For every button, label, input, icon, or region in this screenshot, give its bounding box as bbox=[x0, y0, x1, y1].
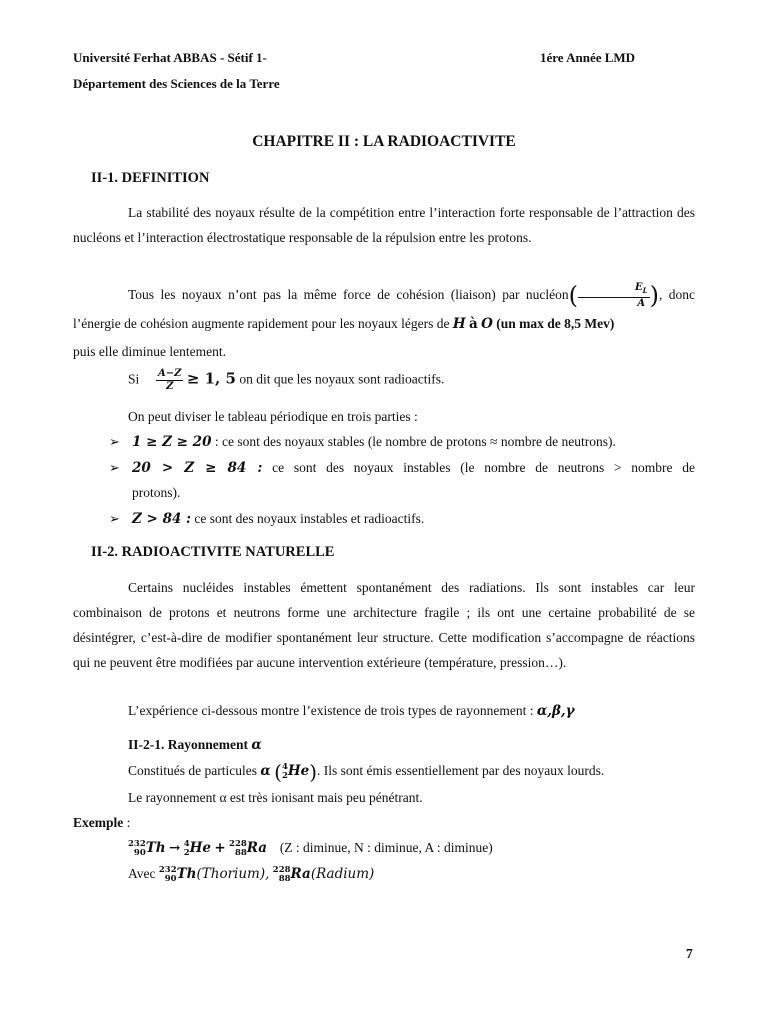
condition-text: on dit que les noyaux sont radioactifs. bbox=[239, 371, 445, 387]
fraction-denominator: A bbox=[637, 297, 646, 309]
bullet-unstable bbox=[132, 460, 695, 476]
fraction-numerator-sub: L bbox=[642, 285, 648, 295]
bullet-radioactive-text: ce sont des noyaux instables et radioactifs. bbox=[191, 511, 425, 526]
helium-mass: 4 bbox=[183, 839, 190, 849]
radium-name: (Radium) bbox=[310, 866, 375, 883]
helium-symbol: He bbox=[287, 763, 310, 780]
radioactivity-condition bbox=[128, 368, 444, 393]
bullet-unstable-math: 20 > Z ≥ 84 : bbox=[132, 460, 263, 476]
cohesion-text-c: puis elle diminue lentement. bbox=[73, 344, 226, 359]
helium-z: 2 bbox=[183, 848, 190, 858]
section-title-natural-radioactivity: II-2. RADIOACTIVITE NATURELLE bbox=[91, 544, 335, 560]
radium-mass: 228 bbox=[272, 865, 291, 875]
condition-denominator: Z bbox=[166, 381, 174, 392]
paren-open: ( bbox=[568, 281, 579, 310]
word-avec: Avec bbox=[128, 866, 156, 882]
bullet-arrow-icon: ➢ bbox=[109, 461, 120, 476]
word-si: Si bbox=[128, 371, 140, 387]
helium-nuclide bbox=[282, 763, 309, 781]
radiation-types-math: α,β,γ bbox=[536, 703, 575, 719]
page-number: 7 bbox=[686, 946, 693, 961]
radium-mass: 228 bbox=[229, 839, 247, 849]
helium-mass: 4 bbox=[281, 762, 288, 772]
paren-open: ( bbox=[274, 760, 282, 784]
bullet-unstable-text-cont: protons). bbox=[132, 485, 181, 500]
alpha-ionisation: Le rayonnement α est très ionisant mais peu pénétrant. bbox=[128, 790, 423, 805]
thorium-nuclide bbox=[159, 866, 197, 884]
paragraph-stability: La stabilité des noyaux résulte de la compétition entre l’interaction forte responsable de l’attraction des nucléons et l’interaction électrostatique responsable de la répulsion entre les protons. bbox=[73, 205, 695, 245]
bullet-radioactive bbox=[132, 511, 424, 527]
example-label-text: Exemple bbox=[73, 815, 124, 830]
nuclide-names bbox=[128, 866, 374, 884]
paren-close: ) bbox=[309, 760, 318, 784]
thorium-name: (Thorium), bbox=[196, 866, 270, 883]
thorium-symbol: Th bbox=[145, 840, 166, 857]
plus-sign: + bbox=[214, 840, 226, 857]
helium-z: 2 bbox=[281, 771, 288, 781]
helium-symbol: He bbox=[189, 840, 211, 857]
decay-equation bbox=[128, 840, 493, 858]
alpha-constitution bbox=[128, 760, 604, 784]
thorium-mass: 232 bbox=[158, 865, 177, 875]
paren-close: ) bbox=[649, 281, 659, 310]
thorium-mass: 232 bbox=[128, 839, 146, 849]
bullet-stable-math: 1 ≥ Z ≥ 20 bbox=[132, 434, 212, 450]
alpha-symbol: α bbox=[260, 763, 271, 780]
word-a: à bbox=[469, 315, 478, 332]
bullet-stable-text: : ce sont des noyaux stables (le nombre de protons ≈ nombre de neutrons). bbox=[211, 434, 616, 449]
paragraph-nuclides: Certains nucléides instables émettent spontanément des radiations. Ils sont instables car leur combinaison de protons et neutrons forme une architecture fragile ; ils ont une certaine probabilité de se désintégrer, c’est-à-dire de modifier spontanément leur structure. Cette modification s’accompagne de réactions qui ne peuvent être modifiées par aucune intervention extérieure (température, pression…). bbox=[73, 580, 695, 670]
thorium-z: 90 bbox=[133, 848, 146, 858]
subsection-title-alpha-symbol: α bbox=[251, 737, 262, 753]
bullet-radioactive-math: Z > 84 : bbox=[132, 511, 192, 527]
decay-note: (Z : diminue, N : diminue, A : diminue) bbox=[279, 840, 493, 856]
condition-relation: ≥ 1, 5 bbox=[186, 369, 236, 388]
subsection-title-alpha bbox=[128, 737, 262, 753]
radiation-types bbox=[128, 703, 575, 719]
binding-energy-fraction bbox=[578, 282, 650, 310]
arrow-icon: → bbox=[169, 840, 181, 857]
condition-fraction bbox=[156, 368, 183, 393]
max-energy: (un max de 8,5 Mev) bbox=[496, 315, 615, 331]
radium-nuclide bbox=[273, 866, 311, 884]
bullet-arrow-icon: ➢ bbox=[109, 435, 120, 450]
cohesion-text-b: , donc l’énergie de cohésion augmente rapidement pour les noyaux légers de bbox=[73, 287, 695, 331]
thorium-symbol: Th bbox=[176, 866, 197, 883]
bullet-arrow-icon: ➢ bbox=[109, 512, 120, 527]
thorium-z: 90 bbox=[164, 874, 177, 884]
fraction-numerator: E bbox=[635, 281, 643, 293]
radium-symbol: Ra bbox=[246, 840, 268, 857]
element-o: O bbox=[481, 315, 493, 332]
divide-text: On peut diviser le tableau périodique en trois parties : bbox=[128, 409, 418, 424]
bullet-unstable-text: ce sont des noyaux instables (le nombre de neutrons > nombre de bbox=[272, 460, 696, 475]
radium-z: 88 bbox=[278, 874, 291, 884]
header-university: Université Ferhat ABBAS - Sétif 1- bbox=[73, 50, 267, 65]
alpha-constitution-text-b: . Ils sont émis essentiellement par des noyaux lourds. bbox=[317, 763, 605, 779]
header-department: Département des Sciences de la Terre bbox=[73, 76, 280, 91]
condition-numerator: A−Z bbox=[158, 368, 182, 379]
alpha-constitution-text-a: Constitués de particules bbox=[128, 763, 257, 779]
radium-symbol: Ra bbox=[290, 866, 311, 883]
thorium-nuclide bbox=[128, 840, 166, 858]
radiation-types-text: L’expérience ci-dessous montre l’existence de trois types de rayonnement : bbox=[128, 703, 534, 718]
radium-nuclide bbox=[229, 840, 267, 858]
section-title-definition: II-1. DEFINITION bbox=[91, 170, 210, 186]
bullet-stable bbox=[132, 434, 616, 450]
paragraph-cohesion bbox=[73, 281, 695, 338]
cohesion-text-a: Tous les noyaux n’ont pas la même force de cohésion (liaison) par nucléon bbox=[128, 287, 569, 302]
example-label bbox=[73, 815, 130, 831]
example-colon: : bbox=[123, 815, 131, 830]
element-h: H bbox=[452, 315, 466, 332]
subsection-title-text: II-2-1. Rayonnement bbox=[128, 737, 248, 752]
header-year: 1ére Année LMD bbox=[540, 50, 636, 65]
chapter-title: CHAPITRE II : LA RADIOACTIVITE bbox=[252, 133, 516, 150]
radium-z: 88 bbox=[234, 848, 247, 858]
helium-nuclide bbox=[184, 840, 211, 858]
